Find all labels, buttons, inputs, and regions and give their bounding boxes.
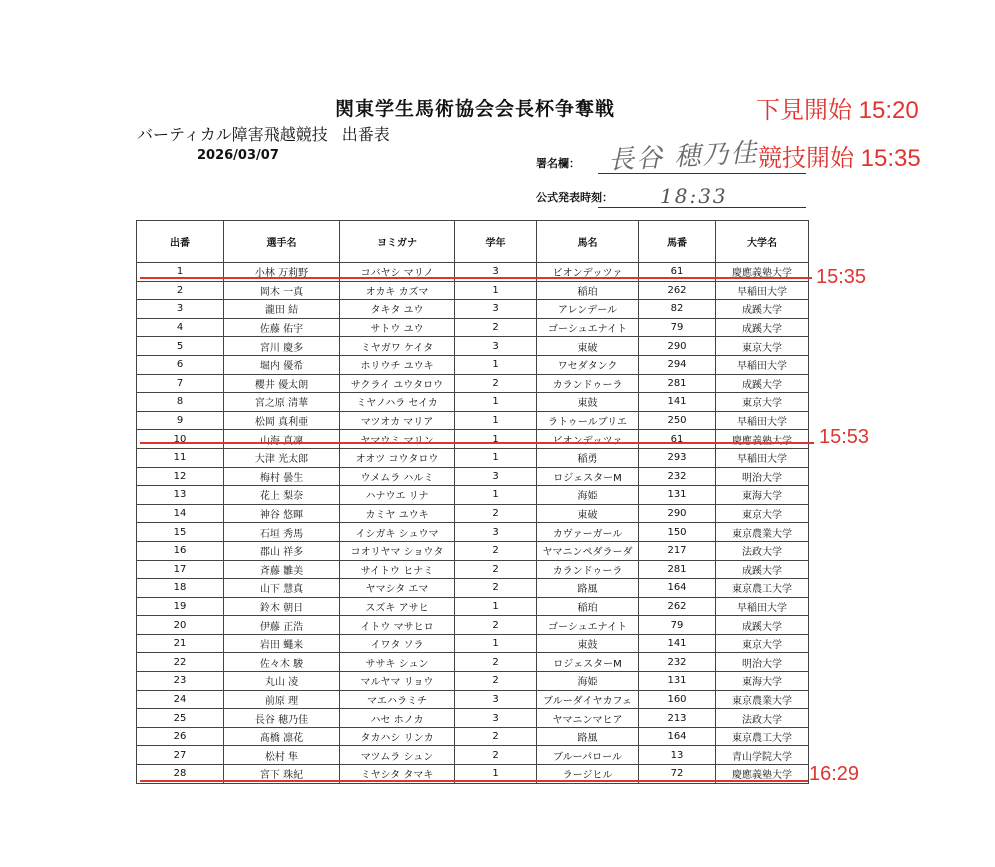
cell-order: 15 xyxy=(137,523,224,542)
cell-university: 慶應義塾大学 xyxy=(716,430,809,449)
cell-horse-name: カランドゥーラ xyxy=(537,374,639,393)
cell-order: 13 xyxy=(137,486,224,505)
table-row xyxy=(137,634,809,653)
cell-university: 東海大学 xyxy=(716,486,809,505)
cell-horse-name: ロジェスターM xyxy=(537,467,639,486)
announce-time-label: 公式発表時刻： xyxy=(536,191,613,204)
cell-rider-name: 松岡 真利亜 xyxy=(224,411,340,430)
cell-horse-number: 213 xyxy=(639,709,716,728)
cell-order: 4 xyxy=(137,318,224,337)
time-mark-note: 16:29 xyxy=(809,763,860,785)
cell-university: 成蹊大学 xyxy=(716,374,809,393)
cell-order: 1 xyxy=(137,263,224,282)
table-row xyxy=(137,486,809,505)
inspection-start-note: 下見開始 15:20 xyxy=(756,97,919,124)
cell-horse-number: 13 xyxy=(639,746,716,765)
cell-reading: ミヤシタ タマキ xyxy=(340,765,455,784)
cell-reading: ササキ シュン xyxy=(340,653,455,672)
cell-horse-number: 250 xyxy=(639,411,716,430)
cell-horse-number: 281 xyxy=(639,560,716,579)
cell-order: 12 xyxy=(137,467,224,486)
cell-horse-name: ゴーシュエナイト xyxy=(537,616,639,635)
cell-rider-name: 山海 真凜 xyxy=(224,430,340,449)
table-body xyxy=(137,263,809,784)
cell-rider-name: 佐々木 駿 xyxy=(224,653,340,672)
cell-reading: サイトウ ヒナミ xyxy=(340,560,455,579)
cell-rider-name: 小林 万莉野 xyxy=(224,263,340,282)
cell-rider-name: 丸山 凌 xyxy=(224,672,340,691)
cell-horse-name: カランドゥーラ xyxy=(537,560,639,579)
cell-reading: マツオカ マリア xyxy=(340,411,455,430)
cell-order: 18 xyxy=(137,579,224,598)
table-row xyxy=(137,337,809,356)
document-subtitle xyxy=(137,122,390,145)
cell-grade: 3 xyxy=(455,709,537,728)
cell-order: 14 xyxy=(137,504,224,523)
table-row xyxy=(137,616,809,635)
table-header-row xyxy=(137,221,809,263)
cell-grade: 2 xyxy=(455,579,537,598)
cell-university: 東海大学 xyxy=(716,672,809,691)
cell-grade: 2 xyxy=(455,374,537,393)
cell-grade: 1 xyxy=(455,355,537,374)
cell-rider-name: 堀内 優希 xyxy=(224,355,340,374)
cell-horse-name: ロジェスターM xyxy=(537,653,639,672)
table-row xyxy=(137,523,809,542)
cell-rider-name: 宮之原 清華 xyxy=(224,393,340,412)
cell-horse-number: 281 xyxy=(639,374,716,393)
cell-horse-name: ブルーダイヤカフェ xyxy=(537,690,639,709)
cell-order: 28 xyxy=(137,765,224,784)
cell-horse-name: 東破 xyxy=(537,337,639,356)
cell-horse-number: 164 xyxy=(639,579,716,598)
table-row xyxy=(137,504,809,523)
table-row xyxy=(137,727,809,746)
cell-reading: ヤマシタ エマ xyxy=(340,579,455,598)
cell-reading: コオリヤマ ショウタ xyxy=(340,541,455,560)
cell-horse-name: 稲珀 xyxy=(537,597,639,616)
cell-horse-number: 61 xyxy=(639,263,716,282)
cell-grade: 1 xyxy=(455,765,537,784)
cell-reading: タカハシ リンカ xyxy=(340,727,455,746)
cell-rider-name: 前原 理 xyxy=(224,690,340,709)
cell-order: 24 xyxy=(137,690,224,709)
cell-horse-number: 131 xyxy=(639,486,716,505)
cell-horse-number: 262 xyxy=(639,281,716,300)
cell-rider-name: 大津 光太郎 xyxy=(224,448,340,467)
cell-grade: 1 xyxy=(455,634,537,653)
cell-reading: ハセ ホノカ xyxy=(340,709,455,728)
table-row xyxy=(137,672,809,691)
cell-horse-name: ビオンデッツァ xyxy=(537,430,639,449)
cell-grade: 1 xyxy=(455,411,537,430)
cell-rider-name: 梅村 曇生 xyxy=(224,467,340,486)
cell-reading: ハナウエ リナ xyxy=(340,486,455,505)
cell-reading: オオツ コウタロウ xyxy=(340,448,455,467)
cell-horse-name: ラトゥールブリエ xyxy=(537,411,639,430)
cell-horse-name: 海姫 xyxy=(537,672,639,691)
cell-order: 20 xyxy=(137,616,224,635)
cell-university: 東京農業大学 xyxy=(716,690,809,709)
header-rider-name: 選手名 xyxy=(224,221,340,263)
cell-grade: 1 xyxy=(455,597,537,616)
table-row xyxy=(137,355,809,374)
cell-horse-name: 東鼓 xyxy=(537,393,639,412)
cell-horse-number: 72 xyxy=(639,765,716,784)
cell-rider-name: 伊藤 正浩 xyxy=(224,616,340,635)
cell-horse-number: 82 xyxy=(639,300,716,319)
cell-reading: オカキ カズマ xyxy=(340,281,455,300)
cell-reading: マエハラミチ xyxy=(340,690,455,709)
document-title: 関東学生馬術協会会長杯争奪戦 xyxy=(335,98,616,120)
cell-rider-name: 石垣 秀馬 xyxy=(224,523,340,542)
cell-horse-number: 131 xyxy=(639,672,716,691)
red-divider-line xyxy=(140,277,812,279)
competition-start-note: 競技開始 15:35 xyxy=(758,145,921,172)
cell-horse-name: ブルーパロール xyxy=(537,746,639,765)
header-order: 出番 xyxy=(137,221,224,263)
cell-order: 10 xyxy=(137,430,224,449)
cell-university: 早稲田大学 xyxy=(716,411,809,430)
cell-order: 3 xyxy=(137,300,224,319)
cell-university: 成蹊大学 xyxy=(716,616,809,635)
cell-university: 慶應義塾大学 xyxy=(716,765,809,784)
header-horse-name: 馬名 xyxy=(537,221,639,263)
cell-reading: イワタ ソラ xyxy=(340,634,455,653)
cell-grade: 3 xyxy=(455,523,537,542)
cell-grade: 3 xyxy=(455,467,537,486)
table-row xyxy=(137,579,809,598)
cell-horse-number: 61 xyxy=(639,430,716,449)
cell-order: 17 xyxy=(137,560,224,579)
cell-rider-name: 髙橋 凛花 xyxy=(224,727,340,746)
signature-label: 署名欄： xyxy=(536,157,580,170)
table-row xyxy=(137,281,809,300)
cell-grade: 1 xyxy=(455,448,537,467)
cell-order: 7 xyxy=(137,374,224,393)
table-row xyxy=(137,597,809,616)
cell-university: 東京農業大学 xyxy=(716,523,809,542)
document-date: 2026/03/07 xyxy=(197,148,279,163)
header-university: 大学名 xyxy=(716,221,809,263)
cell-reading: サトウ ユウ xyxy=(340,318,455,337)
cell-order: 11 xyxy=(137,448,224,467)
cell-university: 東京大学 xyxy=(716,634,809,653)
table-row xyxy=(137,746,809,765)
table-row xyxy=(137,393,809,412)
cell-horse-number: 290 xyxy=(639,337,716,356)
table-row xyxy=(137,560,809,579)
cell-grade: 1 xyxy=(455,393,537,412)
table-row xyxy=(137,541,809,560)
cell-university: 青山学院大学 xyxy=(716,746,809,765)
cell-horse-name: 稲珀 xyxy=(537,281,639,300)
time-mark-note: 15:53 xyxy=(819,426,870,448)
cell-rider-name: 岡木 一真 xyxy=(224,281,340,300)
table-row xyxy=(137,430,809,449)
table-row xyxy=(137,374,809,393)
cell-university: 法政大学 xyxy=(716,541,809,560)
cell-order: 2 xyxy=(137,281,224,300)
cell-rider-name: 岩田 蠅来 xyxy=(224,634,340,653)
cell-university: 成蹊大学 xyxy=(716,318,809,337)
cell-horse-number: 232 xyxy=(639,467,716,486)
cell-grade: 2 xyxy=(455,616,537,635)
start-order-table xyxy=(136,220,809,784)
cell-reading: サクライ ユウタロウ xyxy=(340,374,455,393)
cell-order: 19 xyxy=(137,597,224,616)
header-reading: ヨミガナ xyxy=(340,221,455,263)
cell-reading: マツムラ シュン xyxy=(340,746,455,765)
cell-reading: コバヤシ マリノ xyxy=(340,263,455,282)
cell-rider-name: 櫻井 優太朗 xyxy=(224,374,340,393)
cell-reading: カミヤ ユウキ xyxy=(340,504,455,523)
cell-university: 東京大学 xyxy=(716,504,809,523)
cell-horse-number: 294 xyxy=(639,355,716,374)
cell-grade: 3 xyxy=(455,263,537,282)
cell-grade: 2 xyxy=(455,653,537,672)
cell-university: 慶應義塾大学 xyxy=(716,263,809,282)
cell-grade: 1 xyxy=(455,486,537,505)
cell-rider-name: 神谷 悠暉 xyxy=(224,504,340,523)
cell-horse-name: 路風 xyxy=(537,579,639,598)
cell-horse-number: 232 xyxy=(639,653,716,672)
cell-university: 東京農工大学 xyxy=(716,727,809,746)
cell-horse-number: 160 xyxy=(639,690,716,709)
handwritten-announce-time: 18:33 xyxy=(660,184,728,208)
cell-reading: ミヤノハラ セイカ xyxy=(340,393,455,412)
cell-rider-name: 長谷 穂乃佳 xyxy=(224,709,340,728)
cell-reading: ウメムラ ハルミ xyxy=(340,467,455,486)
cell-horse-number: 141 xyxy=(639,634,716,653)
table-row xyxy=(137,300,809,319)
table-row xyxy=(137,653,809,672)
cell-horse-name: カヴァーガール xyxy=(537,523,639,542)
cell-university: 東京農工大学 xyxy=(716,579,809,598)
cell-reading: ホリウチ ユウキ xyxy=(340,355,455,374)
cell-university: 早稲田大学 xyxy=(716,355,809,374)
cell-university: 早稲田大学 xyxy=(716,281,809,300)
cell-reading: タキタ ユウ xyxy=(340,300,455,319)
cell-order: 22 xyxy=(137,653,224,672)
cell-order: 21 xyxy=(137,634,224,653)
cell-grade: 2 xyxy=(455,746,537,765)
cell-rider-name: 山下 慧真 xyxy=(224,579,340,598)
cell-rider-name: 花上 梨奈 xyxy=(224,486,340,505)
cell-horse-name: 路風 xyxy=(537,727,639,746)
cell-university: 早稲田大学 xyxy=(716,448,809,467)
handwritten-signature: 長谷 穂乃佳 xyxy=(607,138,760,176)
cell-horse-name: ワセダタンク xyxy=(537,355,639,374)
cell-grade: 2 xyxy=(455,727,537,746)
cell-university: 成蹊大学 xyxy=(716,560,809,579)
header-horse-number: 馬番 xyxy=(639,221,716,263)
cell-order: 23 xyxy=(137,672,224,691)
cell-horse-name: アレンデール xyxy=(537,300,639,319)
cell-horse-name: ヤマニンマヒア xyxy=(537,709,639,728)
signature-line xyxy=(598,173,806,174)
cell-horse-number: 293 xyxy=(639,448,716,467)
cell-horse-number: 79 xyxy=(639,616,716,635)
cell-horse-name: 稲勇 xyxy=(537,448,639,467)
cell-order: 26 xyxy=(137,727,224,746)
list-title: 出番表 xyxy=(341,125,390,144)
cell-rider-name: 斉藤 雛美 xyxy=(224,560,340,579)
cell-horse-name: 海姫 xyxy=(537,486,639,505)
cell-horse-number: 164 xyxy=(639,727,716,746)
table-row xyxy=(137,411,809,430)
cell-rider-name: 佐藤 佑宇 xyxy=(224,318,340,337)
cell-horse-name: ゴーシュエナイト xyxy=(537,318,639,337)
table-row xyxy=(137,467,809,486)
cell-order: 9 xyxy=(137,411,224,430)
cell-order: 25 xyxy=(137,709,224,728)
cell-grade: 3 xyxy=(455,300,537,319)
cell-grade: 2 xyxy=(455,504,537,523)
cell-horse-name: 東鼓 xyxy=(537,634,639,653)
cell-reading: イトウ マサヒロ xyxy=(340,616,455,635)
cell-university: 東京大学 xyxy=(716,393,809,412)
cell-rider-name: 瀧田 結 xyxy=(224,300,340,319)
cell-order: 6 xyxy=(137,355,224,374)
cell-rider-name: 宮川 慶多 xyxy=(224,337,340,356)
cell-horse-number: 262 xyxy=(639,597,716,616)
table-row xyxy=(137,690,809,709)
cell-horse-number: 141 xyxy=(639,393,716,412)
cell-grade: 3 xyxy=(455,337,537,356)
cell-reading: スズキ アサヒ xyxy=(340,597,455,616)
cell-horse-number: 79 xyxy=(639,318,716,337)
cell-rider-name: 郡山 祥多 xyxy=(224,541,340,560)
cell-grade: 3 xyxy=(455,690,537,709)
cell-horse-number: 150 xyxy=(639,523,716,542)
cell-university: 早稲田大学 xyxy=(716,597,809,616)
cell-rider-name: 宮下 珠紀 xyxy=(224,765,340,784)
cell-grade: 2 xyxy=(455,672,537,691)
cell-horse-name: ヤマニンペダラーダ xyxy=(537,541,639,560)
time-mark-note: 15:35 xyxy=(816,266,867,288)
cell-horse-number: 290 xyxy=(639,504,716,523)
cell-grade: 2 xyxy=(455,541,537,560)
announce-time-line xyxy=(598,207,806,208)
cell-university: 法政大学 xyxy=(716,709,809,728)
cell-horse-name: ビオンデッツァ xyxy=(537,263,639,282)
cell-reading: マルヤマ リョウ xyxy=(340,672,455,691)
cell-university: 明治大学 xyxy=(716,653,809,672)
cell-grade: 2 xyxy=(455,318,537,337)
cell-grade: 2 xyxy=(455,560,537,579)
cell-horse-name: ラージヒル xyxy=(537,765,639,784)
cell-horse-number: 217 xyxy=(639,541,716,560)
table-row xyxy=(137,448,809,467)
cell-rider-name: 鈴木 朝日 xyxy=(224,597,340,616)
cell-reading: ヤマウミ マリン xyxy=(340,430,455,449)
cell-university: 明治大学 xyxy=(716,467,809,486)
cell-order: 27 xyxy=(137,746,224,765)
cell-reading: イシガキ シュウマ xyxy=(340,523,455,542)
header-grade: 学年 xyxy=(455,221,537,263)
cell-university: 成蹊大学 xyxy=(716,300,809,319)
cell-grade: 1 xyxy=(455,430,537,449)
cell-order: 16 xyxy=(137,541,224,560)
cell-horse-name: 東破 xyxy=(537,504,639,523)
event-name: バーティカル障害飛越競技 xyxy=(137,125,328,144)
table-row xyxy=(137,709,809,728)
cell-university: 東京大学 xyxy=(716,337,809,356)
cell-grade: 1 xyxy=(455,281,537,300)
cell-rider-name: 松村 隼 xyxy=(224,746,340,765)
cell-order: 5 xyxy=(137,337,224,356)
red-divider-line xyxy=(140,442,814,444)
table-row xyxy=(137,318,809,337)
cell-reading: ミヤガワ ケイタ xyxy=(340,337,455,356)
red-divider-line xyxy=(140,780,808,782)
cell-order: 8 xyxy=(137,393,224,412)
